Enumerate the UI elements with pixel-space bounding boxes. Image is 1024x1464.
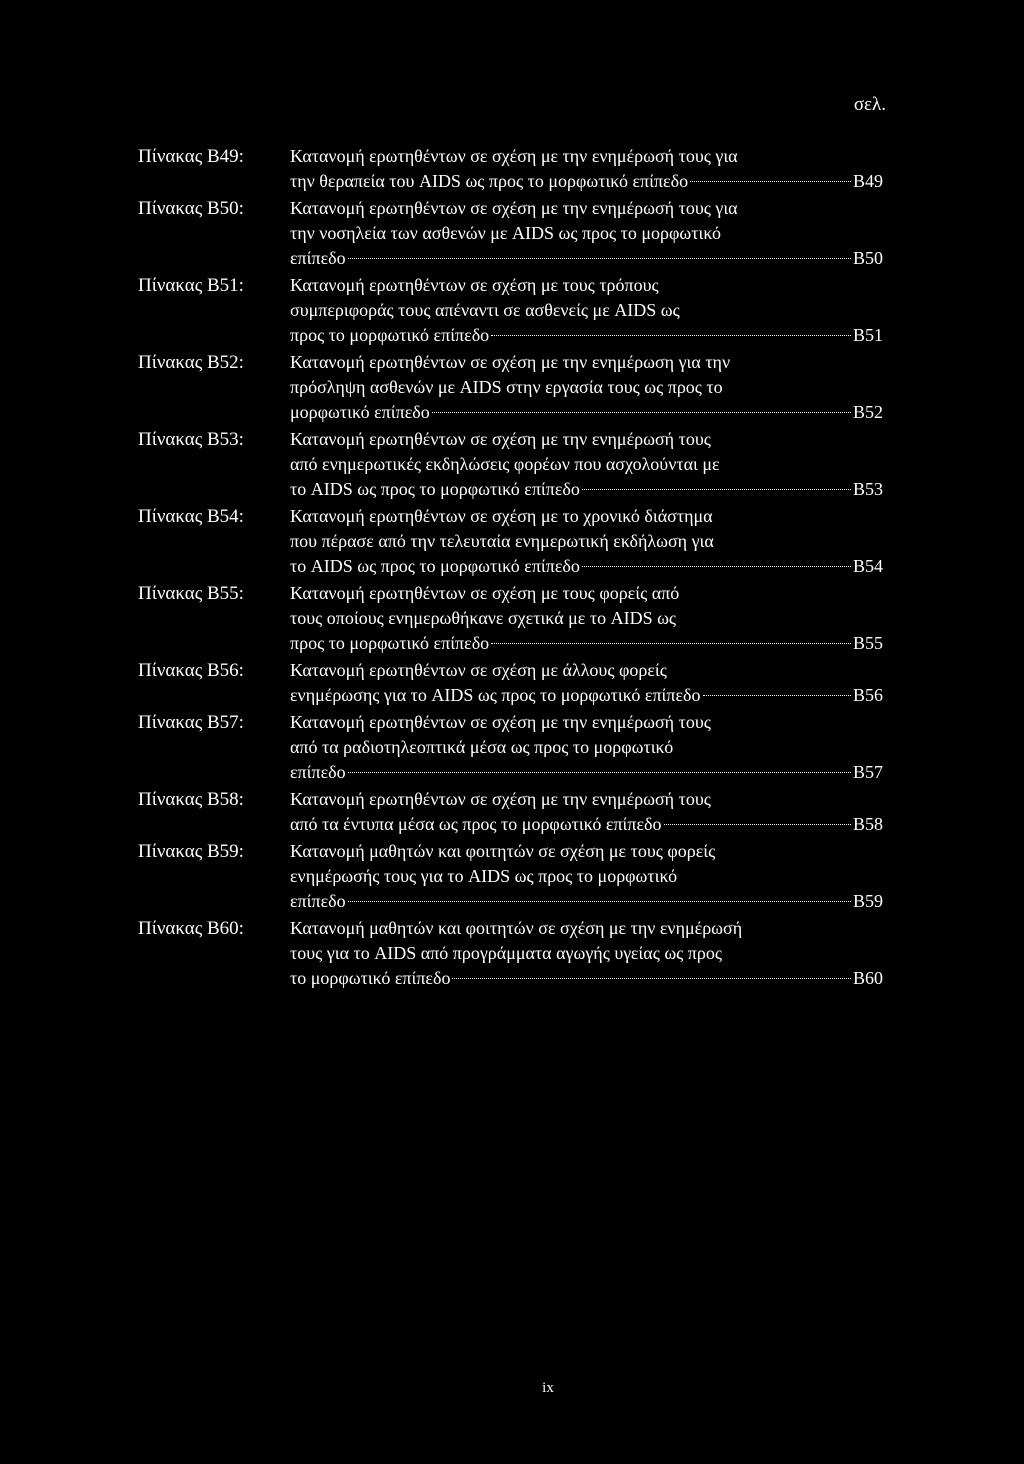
table-label: Πίνακας Β57:: [138, 712, 244, 733]
description-line: το μορφωτικό επίπεδο: [290, 968, 451, 988]
toc-entry: [138, 787, 883, 837]
description-line: επίπεδο: [290, 248, 346, 268]
description-line: ενημέρωσής τους για το AIDS ως προς το μορφωτικό: [290, 866, 678, 886]
description-last-line: [290, 760, 883, 785]
description-line: Κατανομή ερωτηθέντων σε σχέση με την ενημέρωση για την: [290, 352, 731, 372]
description-line: Κατανομή ερωτηθέντων σε σχέση με την ενημέρωσή τους: [290, 789, 711, 809]
table-label: Πίνακας Β60:: [138, 918, 244, 939]
description-line: προς το μορφωτικό επίπεδο: [290, 633, 490, 653]
description-line: Κατανομή ερωτηθέντων σε σχέση με την ενημέρωσή τους για: [290, 146, 738, 166]
page-reference: Β54: [852, 556, 883, 576]
dot-leader: [582, 489, 851, 490]
toc-entry: [138, 350, 883, 425]
description-line: επίπεδο: [290, 762, 346, 782]
table-description: [290, 916, 883, 991]
table-description: [290, 658, 883, 708]
description-last-line: [290, 554, 883, 579]
dot-leader: [452, 978, 851, 979]
description-line: Κατανομή ερωτηθέντων σε σχέση με τους τρόπους: [290, 275, 659, 295]
description-last-line: [290, 889, 883, 914]
toc-entry: [138, 658, 883, 708]
table-description: [290, 196, 883, 271]
description-line: από τα ραδιοτηλεοπτικά μέσα ως προς το μορφωτικό: [290, 737, 674, 757]
page-reference: Β50: [852, 248, 883, 268]
page-reference: Β55: [852, 633, 883, 653]
table-description: [290, 710, 883, 785]
description-line: Κατανομή ερωτηθέντων σε σχέση με την ενημέρωσή τους: [290, 712, 711, 732]
description-line: από τα έντυπα μέσα ως προς το μορφωτικό επίπεδο: [290, 814, 662, 834]
table-label: Πίνακας Β55:: [138, 583, 244, 604]
dot-leader: [348, 772, 851, 773]
toc-entry: [138, 710, 883, 785]
toc-entry: [138, 427, 883, 502]
dot-leader: [348, 901, 851, 902]
table-description: [290, 581, 883, 656]
description-last-line: [290, 246, 883, 271]
page-reference: Β58: [852, 814, 883, 834]
description-last-line: [290, 966, 883, 991]
description-last-line: [290, 477, 883, 502]
page-reference: Β49: [852, 171, 883, 191]
description-line: την νοσηλεία των ασθενών με AIDS ως προς το μορφωτικό: [290, 223, 721, 243]
description-line: Κατανομή μαθητών και φοιτητών σε σχέση με τους φορείς: [290, 841, 716, 861]
dot-leader: [491, 335, 851, 336]
toc-entry: [138, 839, 883, 914]
description-line: Κατανομή ερωτηθέντων σε σχέση με το χρονικό διάστημα: [290, 506, 713, 526]
toc-entry: [138, 581, 883, 656]
description-line: το AIDS ως προς το μορφωτικό επίπεδο: [290, 556, 580, 576]
description-last-line: [290, 631, 883, 656]
description-line: συμπεριφοράς τους απέναντι σε ασθενείς με AIDS ως: [290, 300, 680, 320]
page-reference: Β52: [852, 402, 883, 422]
page-reference: Β56: [852, 685, 883, 705]
toc-entry: [138, 144, 883, 194]
table-label: Πίνακας Β51:: [138, 275, 244, 296]
toc-entry: [138, 916, 883, 991]
description-line: ενημέρωσης για το AIDS ως προς το μορφωτικό επίπεδο: [290, 685, 701, 705]
table-label: Πίνακας Β58:: [138, 789, 244, 810]
dot-leader: [348, 258, 851, 259]
table-label: Πίνακας Β54:: [138, 506, 244, 527]
dot-leader: [664, 824, 851, 825]
description-last-line: [290, 812, 883, 837]
description-line: τους για το AIDS από προγράμματα αγωγής υγείας ως προς: [290, 943, 723, 963]
table-label: Πίνακας Β50:: [138, 198, 244, 219]
description-line: Κατανομή μαθητών και φοιτητών σε σχέση με την ενημέρωσή: [290, 918, 743, 938]
dot-leader: [703, 695, 851, 696]
description-last-line: [290, 683, 883, 708]
table-description: [290, 144, 883, 194]
table-label: Πίνακας Β49:: [138, 146, 244, 167]
table-description: [290, 839, 883, 914]
description-line: από ενημερωτικές εκδηλώσεις φορέων που ασχολούνται με: [290, 454, 720, 474]
description-line: Κατανομή ερωτηθέντων σε σχέση με την ενημέρωσή τους για: [290, 198, 738, 218]
description-line: Κατανομή ερωτηθέντων σε σχέση με την ενημέρωσή τους: [290, 429, 711, 449]
table-label: Πίνακας Β56:: [138, 660, 244, 681]
dot-leader: [582, 566, 851, 567]
table-label: Πίνακας Β52:: [138, 352, 244, 373]
table-label: Πίνακας Β53:: [138, 429, 244, 450]
table-description: [290, 504, 883, 579]
page-reference: Β59: [852, 891, 883, 911]
description-line: Κατανομή ερωτηθέντων σε σχέση με τους φορείς από: [290, 583, 680, 603]
page-reference: Β53: [852, 479, 883, 499]
page-column-heading: σελ.: [853, 94, 886, 115]
description-line: μορφωτικό επίπεδο: [290, 402, 430, 422]
description-line: το AIDS ως προς το μορφωτικό επίπεδο: [290, 479, 580, 499]
page-reference: Β60: [852, 968, 883, 988]
page-reference: Β57: [852, 762, 883, 782]
toc-entry: [138, 196, 883, 271]
description-line: πρόσληψη ασθενών με AIDS στην εργασία τους ως προς το: [290, 377, 723, 397]
table-of-contents: [138, 144, 883, 993]
page-number: ix: [542, 1380, 554, 1396]
description-last-line: [290, 323, 883, 348]
toc-entry: [138, 273, 883, 348]
dot-leader: [432, 412, 851, 413]
toc-entry: [138, 504, 883, 579]
table-description: [290, 273, 883, 348]
dot-leader: [491, 643, 851, 644]
description-line: την θεραπεία του AIDS ως προς το μορφωτικό επίπεδο: [290, 171, 689, 191]
page-reference: Β51: [852, 325, 883, 345]
description-line: επίπεδο: [290, 891, 346, 911]
table-description: [290, 427, 883, 502]
table-label: Πίνακας Β59:: [138, 841, 244, 862]
description-last-line: [290, 400, 883, 425]
table-description: [290, 787, 883, 837]
description-line: που πέρασε από την τελευταία ενημερωτική εκδήλωση για: [290, 531, 714, 551]
description-line: τους οποίους ενημερωθήκανε σχετικά με το AIDS ως: [290, 608, 677, 628]
description-last-line: [290, 169, 883, 194]
description-line: Κατανομή ερωτηθέντων σε σχέση με άλλους φορείς: [290, 660, 667, 680]
description-line: προς το μορφωτικό επίπεδο: [290, 325, 490, 345]
table-description: [290, 350, 883, 425]
dot-leader: [690, 181, 851, 182]
